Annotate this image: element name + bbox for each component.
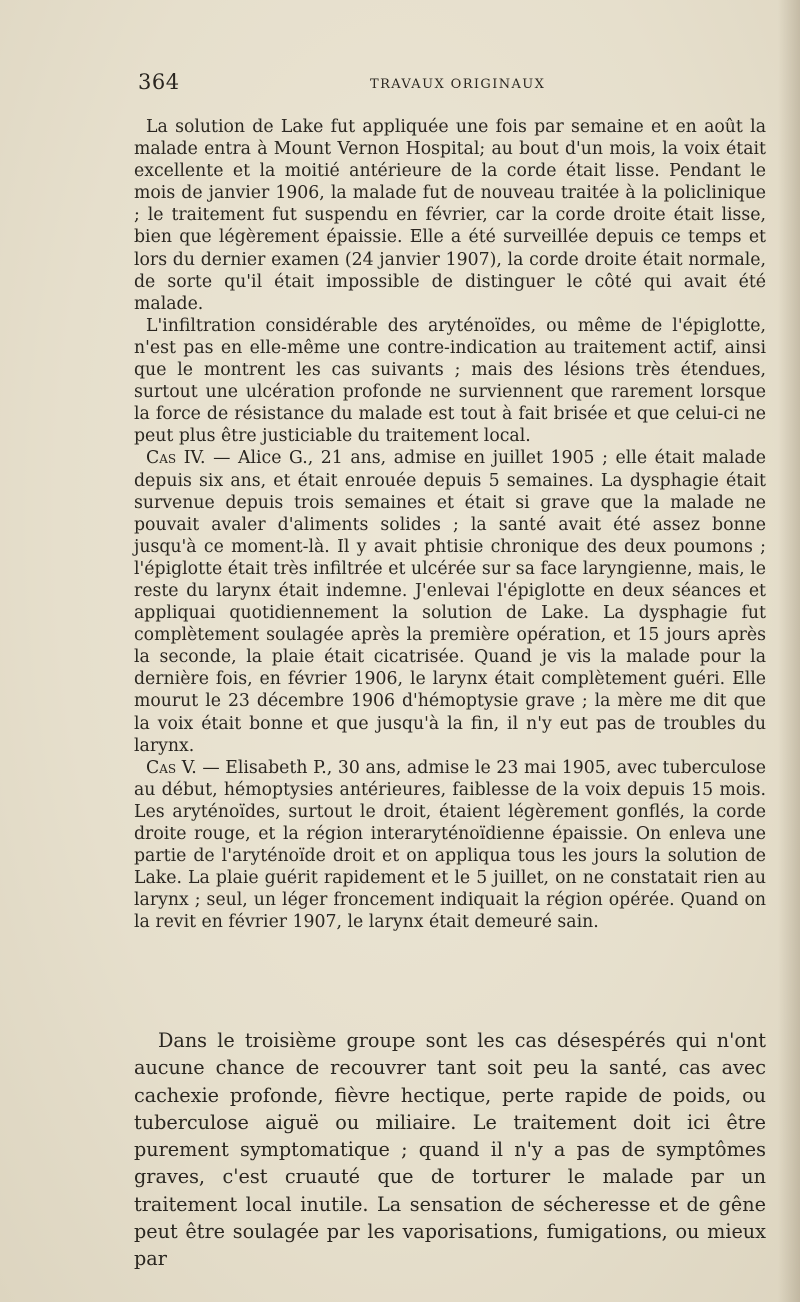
main-text-small bbox=[134, 116, 766, 933]
page-number: 364 bbox=[138, 70, 180, 94]
page-edge-shadow bbox=[778, 0, 800, 1302]
main-text-large bbox=[134, 1027, 766, 1273]
running-head: TRAVAUX ORIGINAUX bbox=[370, 77, 546, 92]
case-4-text: — Alice G., 21 ans, admise en juillet 1905 ; elle était malade depuis six ans, et était enrouée depuis 5 semaines. La dysphagie était survenue depuis trois semaines et était si grave que la malade ne pouvait avaler d'aliments solides ; la santé avait été assez bonne jusqu'à ce moment-là. Il y avait phtisie chronique des deux poumons ; l'épiglotte était très infiltrée et ulcérée sur sa face laryngienne, mais, le reste du larynx était indemne. J'enlevai l'épiglotte en deux séances et appliquai quotidiennement la solution de Lake. La dysphagie fut complètement soulagée après la première opération, et 15 jours après la seconde, la plaie était cicatrisée. Quand je vis la malade pour la dernière fois, en février 1906, le larynx était complètement guéri. Elle mourut le 23 décembre 1906 d'hémoptysie grave ; la mère me dit que la voix était bonne et que jusqu'à la fin, il n'y eut pas de troubles du larynx. bbox=[134, 448, 766, 756]
case-5-label: Cas V. bbox=[146, 757, 197, 778]
paragraph-2: L'infiltration considérable des aryténoïdes, ou même de l'épiglotte, n'est pas en elle-même une contre-indication au traitement actif, ainsi que le montrent les cas suivants ; mais des lésions très étendues, surtout une ulcération profonde ne surviennent que rarement lorsque la force de résistance du malade est tout à fait brisée et que celui-ci ne peut plus être justiciable du traitement local. bbox=[134, 315, 766, 447]
paragraph-1: La solution de Lake fut appliquée une fois par semaine et en août la malade entra à Mount Vernon Hospital; au bout d'un mois, la voix était excellente et la moitié antérieure de la corde était lisse. Pendant le mois de janvier 1906, la malade fut de nouveau traitée à la policlinique ; le traitement fut suspendu en février, car la corde droite était lisse, bien que légèrement épaissie. Elle a été surveillée depuis ce temps et lors du dernier examen (24 janvier 1907), la corde droite était normale, de sorte qu'il était impossible de distinguer le côté qui avait été malade. bbox=[134, 117, 766, 314]
case-5-text: — Elisabeth P., 30 ans, admise le 23 mai 1905, avec tuberculose au début, hémoptysies antérieures, faiblesse de la voix depuis 15 mois. Les aryténoïdes, surtout le droit, étaient légèrement gonflés, la corde droite rouge, et la région interaryténoïdienne épaissie. On enleva une partie de l'aryténoïde droit et on appliqua tous les jours la solution de Lake. La plaie guérit rapidement et le 5 juillet, on ne constatait rien au larynx ; seul, un léger froncement indiquait la région opérée. Quand on la revit en février 1907, le larynx était demeuré sain. bbox=[134, 757, 766, 933]
paragraph-case-4 bbox=[134, 447, 766, 756]
page-header bbox=[134, 70, 766, 100]
paragraph-third-group: Dans le troisième groupe sont les cas désespérés qui n'ont aucune chance de recouvrer tant soit peu la santé, cas avec cachexie profonde, fièvre hectique, perte rapide de poids, ou tuberculose aiguë ou miliaire. Le traitement doit ici être purement symptomatique ; quand il n'y a pas de symptômes graves, c'est cruauté que de torturer le malade par un traitement local inutile. La sensation de sécheresse et de gêne peut être soulagée par les vaporisations, fumigations, ou mieux par bbox=[134, 1029, 766, 1271]
paragraph-case-5 bbox=[134, 757, 766, 934]
case-4-label: Cas IV. bbox=[146, 448, 206, 469]
